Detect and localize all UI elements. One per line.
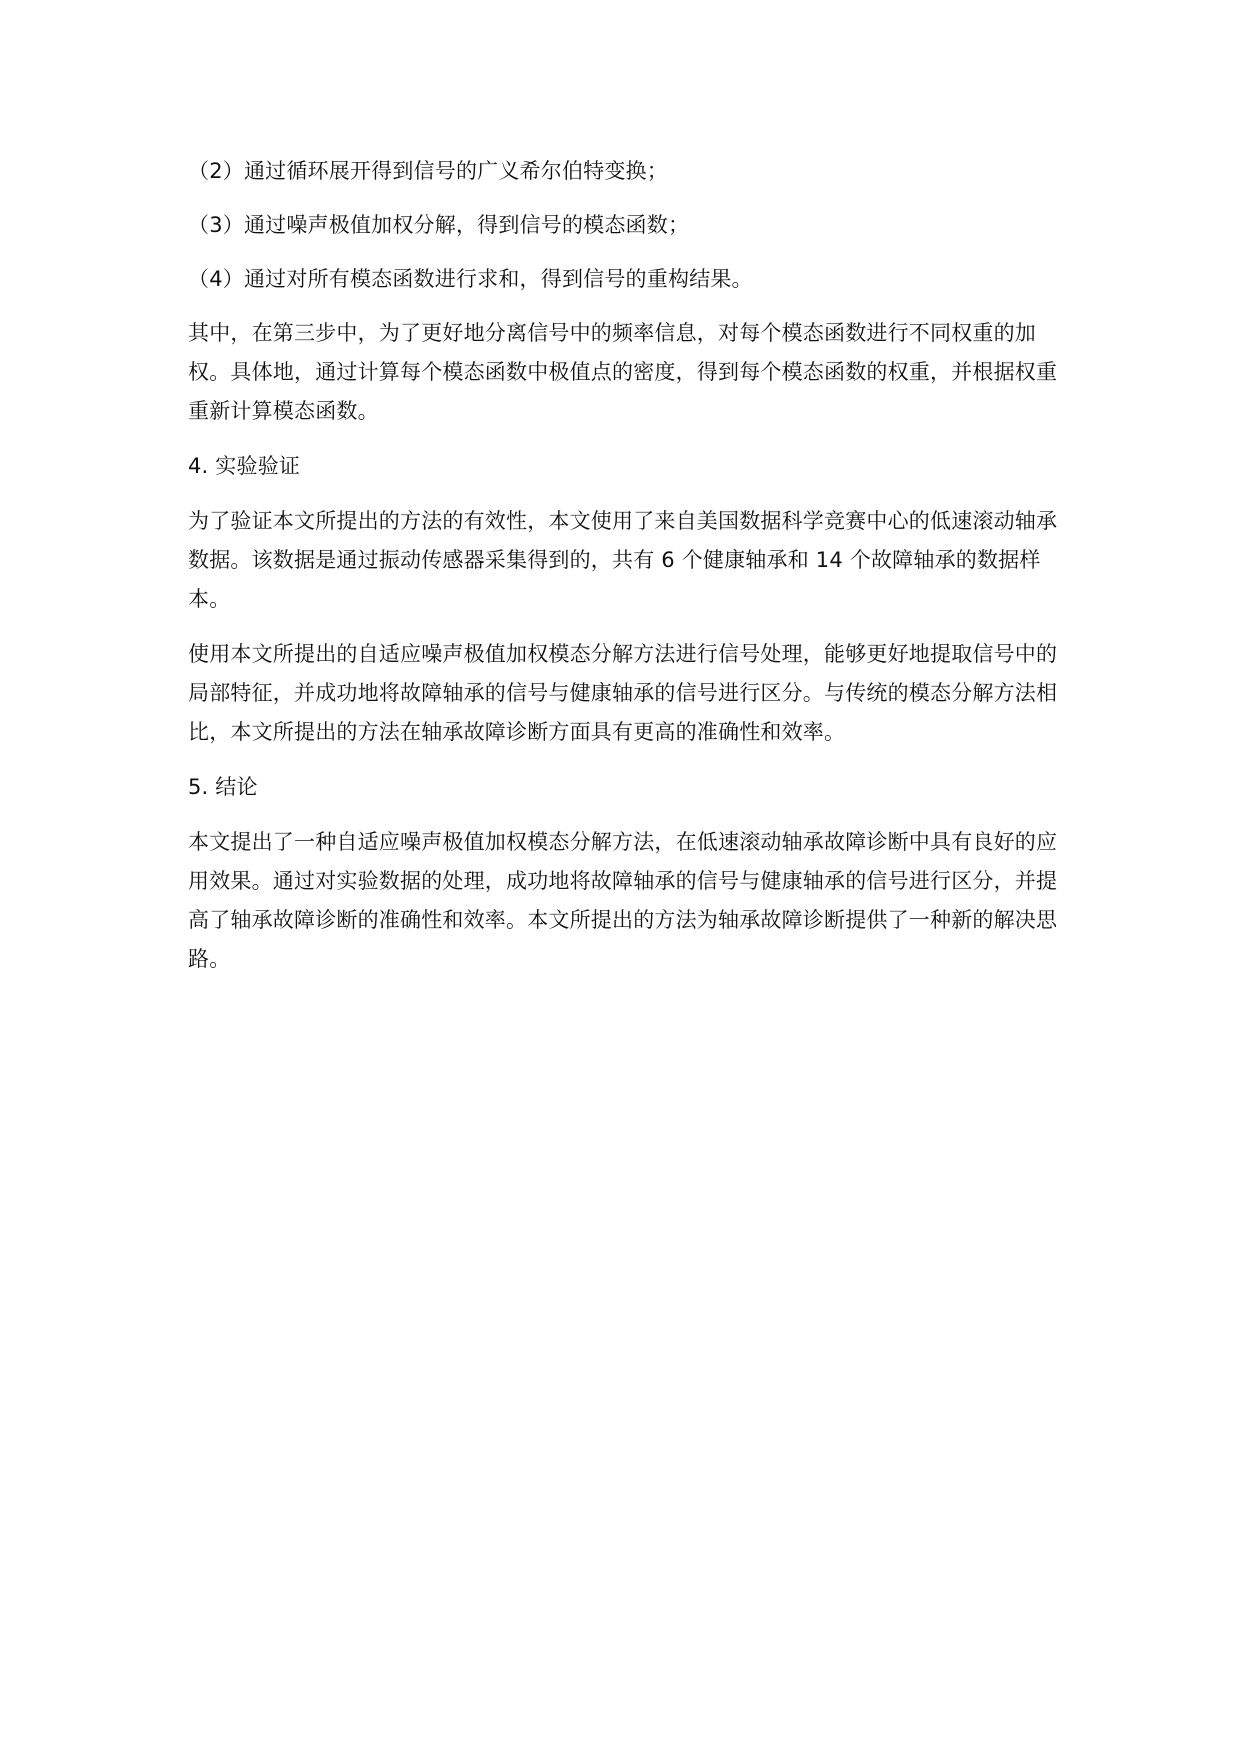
document-body xyxy=(188,152,1060,995)
conclusion-heading: 5. 结论 xyxy=(188,775,258,799)
experiment-paragraph-1: 为了验证本文所提出的方法的有效性，本文使用了来自美国数据科学竞赛中心的低速滚动轴承数据。该数据是通过振动传感器采集得到的，共有 6 个健康轴承和 14 个故障轴承的数据样本。 xyxy=(188,509,1058,611)
conclusion-paragraph: 本文提出了一种自适应噪声极值加权模态分解方法，在低速滚动轴承故障诊断中具有良好的应用效果。通过对实验数据的处理，成功地将故障轴承的信号与健康轴承的信号进行区分，并提高了轴承故障诊断的准确性和效率。本文所提出的方法为轴承故障诊断提供了一种新的解决思路。 xyxy=(188,830,1058,971)
experiment-paragraph-2: 使用本文所提出的自适应噪声极值加权模态分解方法进行信号处理，能够更好地提取信号中的局部特征，并成功地将故障轴承的信号与健康轴承的信号进行区分。与传统的模态分解方法相比，本文所提出的方法在轴承故障诊断方面具有更高的准确性和效率。 xyxy=(188,642,1058,744)
step-4: （4）通过对所有模态函数进行求和，得到信号的重构结果。 xyxy=(188,267,753,291)
step-3: （3）通过噪声极值加权分解，得到信号的模态函数； xyxy=(188,213,690,237)
experiment-heading: 4. 实验验证 xyxy=(188,454,301,478)
step3-detail-paragraph: 其中，在第三步中，为了更好地分离信号中的频率信息，对每个模态函数进行不同权重的加权。具体地，通过计算每个模态函数中极值点的密度，得到每个模态函数的权重，并根据权重重新计算模态函数。 xyxy=(188,321,1058,423)
step-2: （2）通过循环展开得到信号的广义希尔伯特变换； xyxy=(188,159,668,183)
